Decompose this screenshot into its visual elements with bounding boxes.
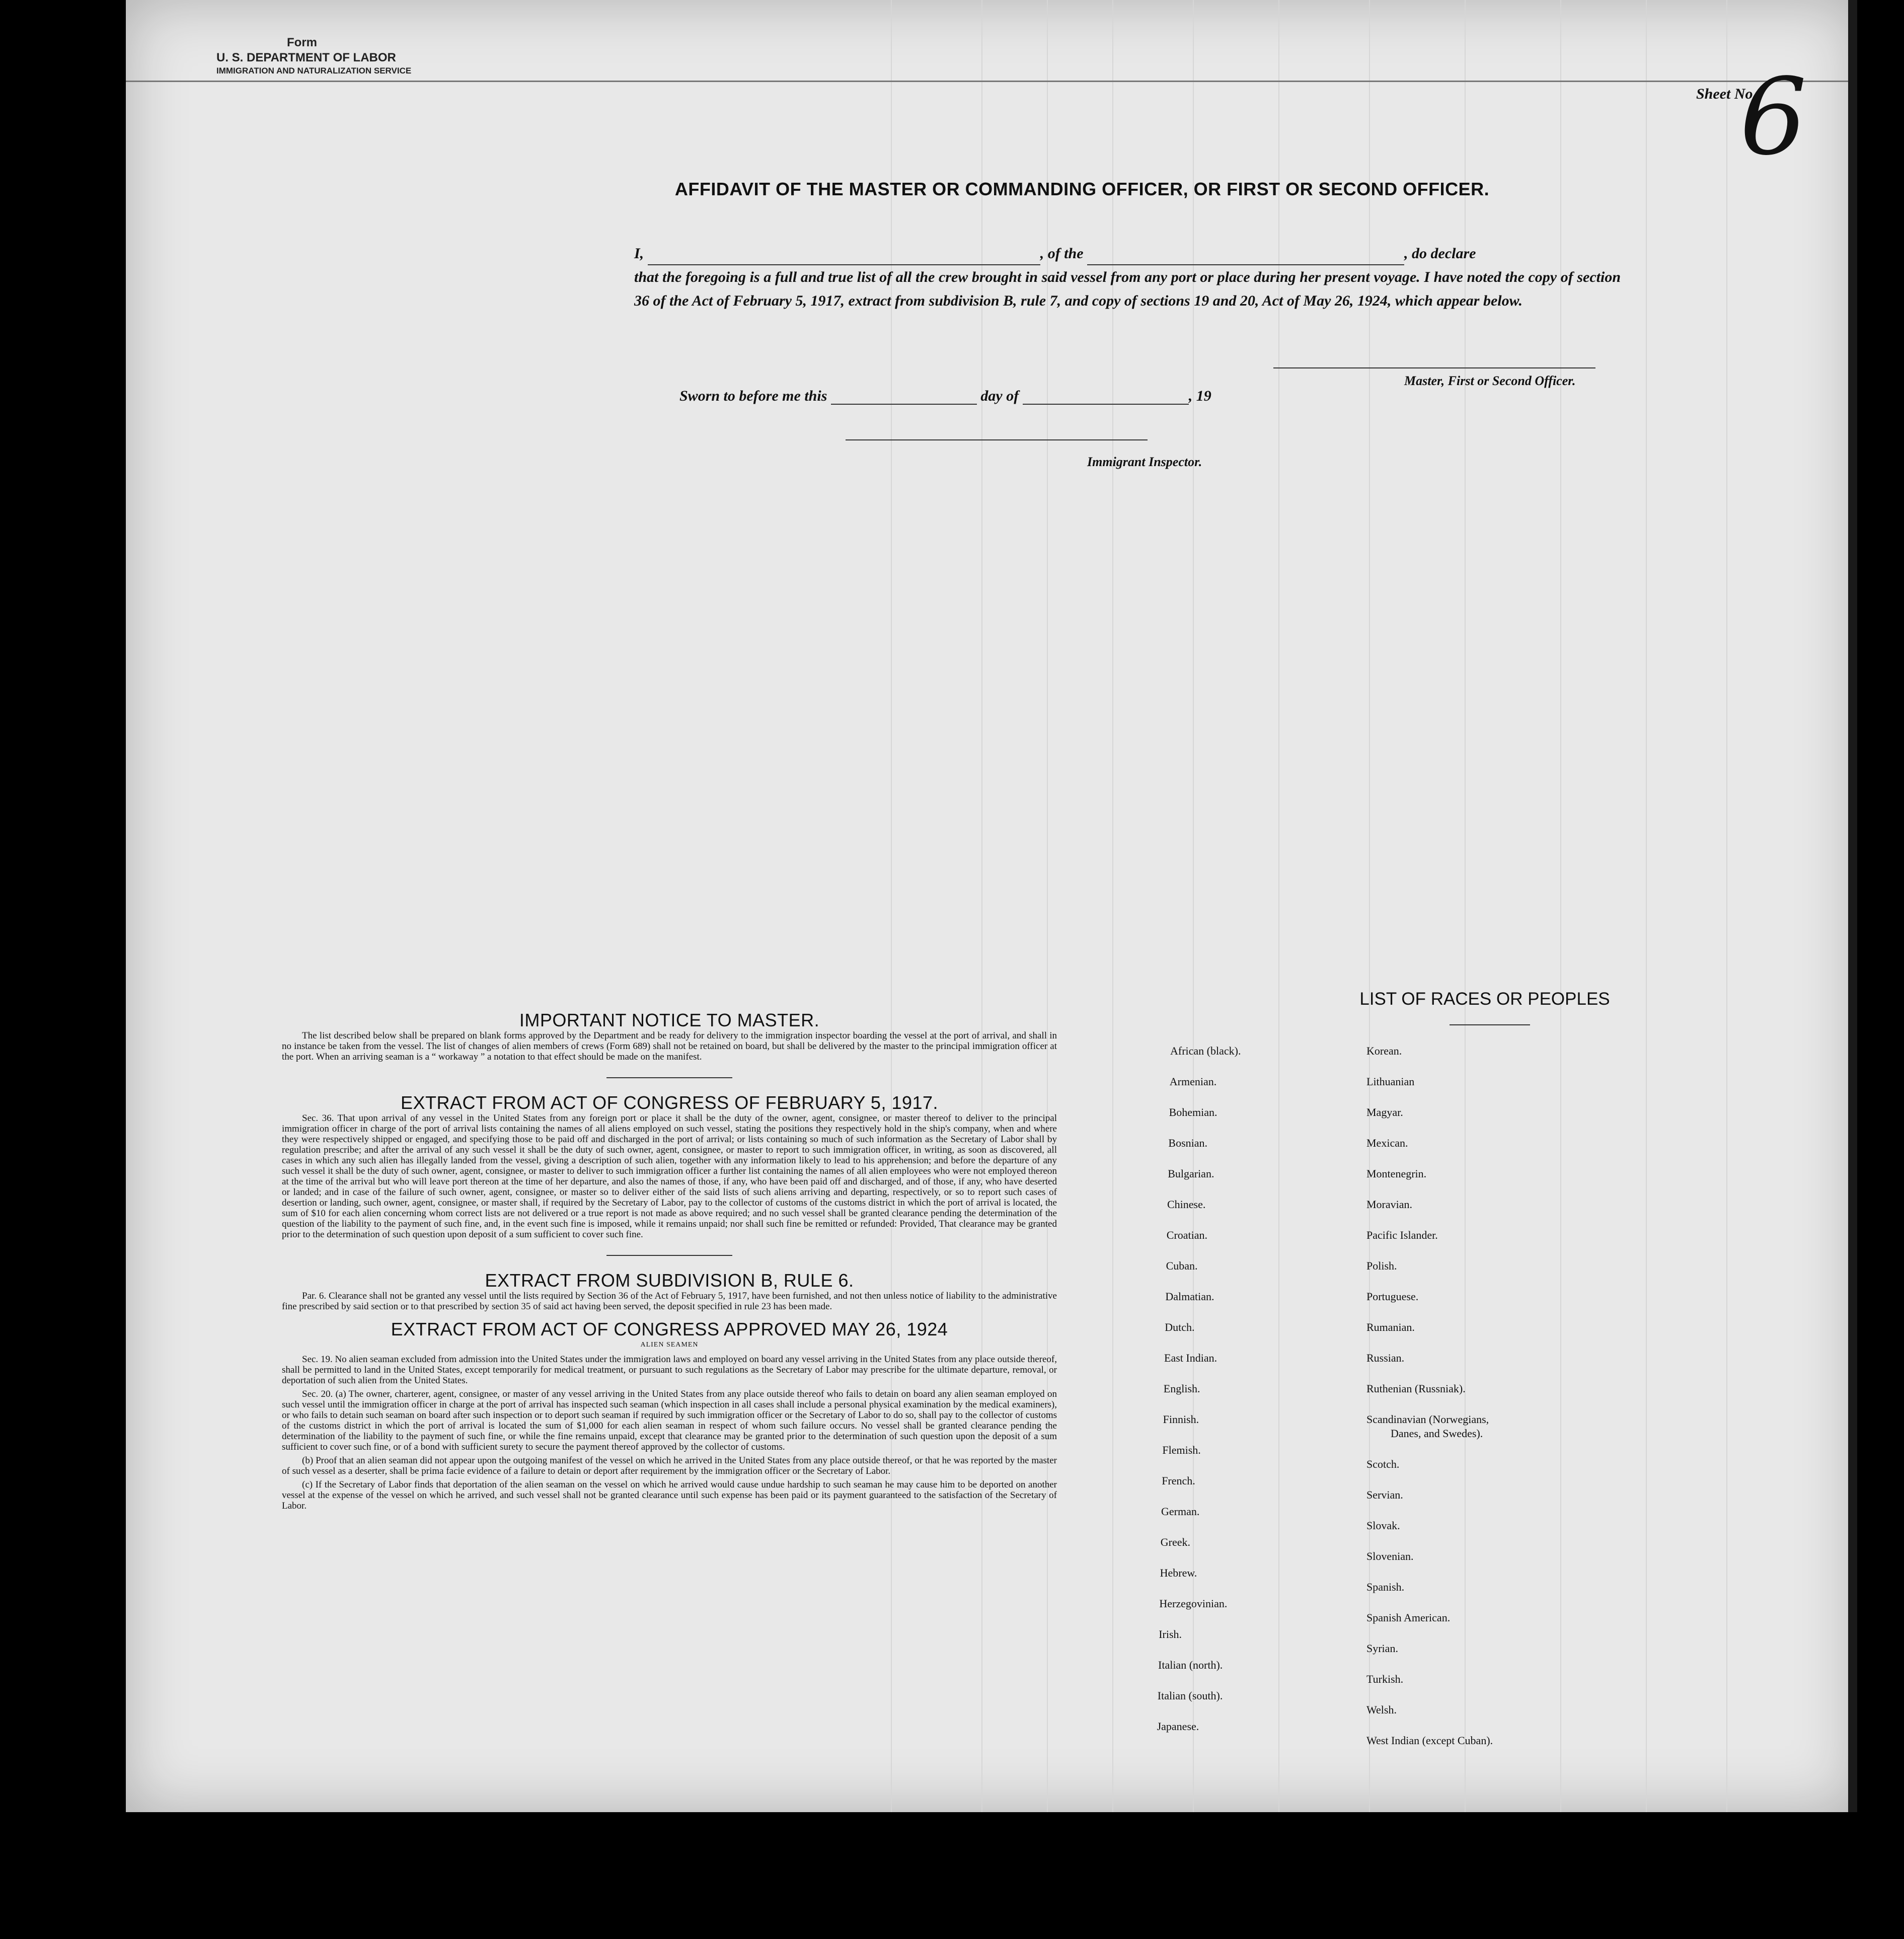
race-item: Spanish. [1366,1581,1405,1593]
race-item: Cuban. [1166,1259,1198,1272]
signature-label: Master, First or Second Officer. [1404,374,1576,388]
race-item: Slovak. [1366,1519,1400,1532]
extract3-subtitle: ALIEN SEAMEN [640,1341,699,1349]
race-item: Magyar. [1366,1106,1403,1118]
race-item: Spanish American. [1366,1611,1451,1624]
race-item: East Indian. [1164,1352,1217,1364]
race-item: Flemish. [1162,1444,1201,1456]
department-name: U. S. DEPARTMENT OF LABOR [216,51,396,64]
page-edge-shadow [1848,0,1857,1812]
race-item: Finnish. [1163,1413,1199,1426]
race-item: West Indian (except Cuban). [1366,1734,1493,1747]
race-item: Montenegrin. [1366,1167,1427,1180]
race-item: Slovenian. [1366,1550,1414,1562]
form-label: Form [287,36,317,49]
notice-title: IMPORTANT NOTICE TO MASTER. [519,1010,820,1030]
races-title: LIST OF RACES OR PEOPLES [1359,989,1610,1009]
extract3-title: EXTRACT FROM ACT OF CONGRESS APPROVED MAY 26, 1924 [391,1319,948,1339]
document-page [126,0,1857,1812]
race-item: Italian (north). [1158,1659,1223,1671]
day-blank[interactable] [831,389,977,405]
race-item: Armenian. [1169,1075,1217,1088]
extract1-title: EXTRACT FROM ACT OF CONGRESS OF FEBRUARY 5, 1917. [400,1092,939,1113]
race-item: German. [1161,1505,1200,1518]
inspector-label: Immigrant Inspector. [1087,455,1202,469]
race-item: Pacific Islander. [1366,1229,1438,1241]
year-prefix: , 19 [1188,388,1211,404]
name-blank[interactable] [648,249,1040,265]
race-item: Servian. [1366,1488,1403,1501]
affidavit-statement: that the foregoing is a full and true list of all the crew brought in said vessel from any port or place during her present voyage. I have noted the copy of section 36 of the Act of February 5, 1917, extract from subdivision B, rule 7, and copy of sections 19 and 20, Act of May 26, 1924, which appear below. [634,269,1621,309]
signature-line[interactable] [1273,367,1595,368]
day-of-label: day of [980,388,1019,404]
section-divider [606,1077,732,1078]
race-item: Bosnian. [1168,1137,1208,1149]
race-item: Moravian. [1366,1198,1413,1211]
of-the-label: , of the [1040,245,1084,262]
race-item: Korean. [1366,1045,1402,1057]
race-item: Polish. [1366,1259,1397,1272]
service-name: IMMIGRATION AND NATURALIZATION SERVICE [216,66,412,76]
race-item: Welsh. [1366,1703,1397,1716]
notice-body: The list described below shall be prepared on blank forms approved by the Department and be ready for delivery to the immigration inspector boarding the vessel at the port of arrival, and shall in no instance be taken from the vessel. The list of changes of alien members of crews (Form 689) shall not be retained on board, but shall be delivered by the master to the principal immigration officer at the port. When an arriving seaman is a “ workaway ” a notation to that effect should be made on the manifest. [282,1030,1057,1062]
race-item: Turkish. [1366,1673,1404,1685]
race-item: Greek. [1160,1536,1191,1548]
extract2-title: EXTRACT FROM SUBDIVISION B, RULE 6. [485,1270,854,1291]
sec20a-body: Sec. 20. (a) The owner, charterer, agent, consignee, or master of any vessel arriving in the United States from any place outside thereof who fails to detain on board any alien seaman employed on such vessel until the immigration officer in charge at the port of arrival has inspected such seaman (which inspection in all cases shall include a personal physical examination by the medical examiners), or who fails to detain such seaman on board after such inspection or to deport such seaman if required by such immigration officer or the Secretary of Labor to do so, shall pay to the collector of customs of the customs district in which the port of arrival is located the sum of $1,000 for each alien seaman in respect of whom such failure occurs. No vessel shall be granted clearance pending the determination of the liability to the payment of such fine, or while the fine remains unpaid, except that clearance may be granted prior to the determination of such question upon the deposit of a sum sufficient to cover such fine, or of a bond with sufficient surety to secure the payment thereof approved by the collector of customs. [282,1389,1057,1452]
race-item: Chinese. [1167,1198,1206,1211]
sheet-number-value: 6 [1739,55,1807,179]
race-item: Japanese. [1157,1720,1199,1733]
sworn-prefix: Sworn to before me this [679,388,827,404]
race-item: Herzegovinian. [1159,1597,1228,1610]
race-item: Russian. [1366,1352,1405,1364]
sheet-number-label: Sheet No. [1696,86,1757,102]
race-item: French. [1162,1474,1195,1487]
sec20b-body: (b) Proof that an alien seaman did not appear upon the outgoing manifest of the vessel on which he arrived in the United States from any place outside thereof, or that he was reported by the master of such vessel as a deserter, shall be prima facie evidence of a failure to detain or deport after requirement by the immigration officer or the Secretary of Labor. [282,1455,1057,1476]
race-item: Irish. [1159,1628,1182,1640]
race-item: Rumanian. [1366,1321,1415,1333]
races-title-rule [1450,1024,1530,1025]
race-item: Croatian. [1166,1229,1208,1241]
race-item: Bulgarian. [1168,1167,1214,1180]
form-header [216,35,411,76]
race-item: African (black). [1170,1045,1241,1057]
race-item: Dalmatian. [1165,1290,1214,1303]
sworn-line [679,388,1211,405]
inspector-signature-line[interactable] [846,439,1148,440]
month-blank[interactable] [1023,389,1189,405]
vessel-blank[interactable] [1087,249,1404,265]
race-item: Scotch. [1366,1458,1400,1470]
section-divider [606,1255,732,1256]
extract1-body: Sec. 36. That upon arrival of any vessel in the United States from any foreign port or place it shall be the duty of the owner, agent, consignee, or master thereof to deliver to the principal immigration officer in charge of the port of arrival lists containing the names of all aliens employed on such vessel, stating the positions they respectively hold in the ship's company, when and where they were respectively shipped or engaged, and specifying those to be paid off and discharged in the port of arrival; or lists containing so much of such information as the Secretary of Labor shall by regulation prescribe; and after the arrival of any such vessel it shall be the duty of such owner, agent, consignee, or master to report to such immigration officer, in writing, as soon as discovered, all cases in which any such alien has illegally landed from the vessel, giving a description of such alien, together with any information likely to lead to his apprehension; and before the departure of any such vessel it shall be the duty of such owner, agent, consignee, or master to deliver to such immigration officer a further list containing the names of all alien employees who were not employed thereon at the time of the arrival but who will leave port thereon at the time of her departure, and also the names of those, if any, who have been paid off and discharged, and of those, if any, who have deserted or landed; and in case of the failure of such owner, agent, consignee, or master so to deliver either of the said lists of such aliens arriving and departing, respectively, or so to report such cases of desertion or landing, such owner, agent, consignee, or master shall, if required by the Secretary of Labor, pay to the collector of customs of the customs district in which the port of arrival is located, the sum of $10 for each alien concerning whom correct lists are not delivered or a true report is not made as above required; and no such vessel shall be granted clearance pending the determination of the question of the liability to the payment of such fine, and, in the event such fine is imposed, while it remains unpaid; nor shall such fine be remitted or refunded: Provided, That clearance may be granted prior to the determination of such question upon deposit of a sum sufficient to cover such fine. [282,1113,1057,1240]
affidavit-title: AFFIDAVIT OF THE MASTER OR COMMANDING OFFICER, OR FIRST OR SECOND OFFICER. [674,179,1490,199]
top-rule [126,81,1857,82]
notice-column [282,1012,1057,1514]
affidavit-first-line [634,242,1621,265]
race-item: Dutch. [1165,1321,1195,1333]
race-item: Portuguese. [1366,1290,1419,1303]
race-item: Hebrew. [1160,1567,1197,1579]
race-item: Danes, and Swedes). [1391,1427,1483,1440]
race-item: Scandinavian (Norwegians, [1366,1413,1489,1426]
i-label: I, [634,245,644,262]
do-declare-label: , do declare [1404,245,1476,262]
race-item: Syrian. [1366,1642,1398,1655]
race-item: Lithuanian [1366,1075,1415,1088]
sec19-body: Sec. 19. No alien seaman excluded from admission into the United States under the immigration laws and employed on board any vessel arriving in the United States from any place outside thereof, shall be permitted to land in the United States, except temporarily for medical treatment, or pursuant to such regulations as the Secretary of Labor may prescribe for the ultimate departure, removal, or deportation of such alien from the United States. [282,1354,1057,1386]
race-item: English. [1163,1382,1200,1395]
race-item: Mexican. [1366,1137,1408,1149]
affidavit-body [634,242,1621,313]
race-item: Ruthenian (Russniak). [1366,1382,1466,1395]
race-item: Italian (south). [1157,1689,1223,1702]
extract2-body: Par. 6. Clearance shall not be granted any vessel until the lists required by Section 36 of the Act of February 5, 1917, have been furnished, and not then unless notice of liability to the administrative fine prescribed by said section or to that prescribed by section 35 of said act having been served, the deposit specified in rule 23 has been made. [282,1291,1057,1312]
race-item: Bohemian. [1169,1106,1217,1118]
sec20c-body: (c) If the Secretary of Labor finds that deportation of the alien seaman on the vessel on which he arrived would cause undue hardship to such seaman he may cause him to be deported on another vessel at the expense of the vessel on which he arrived, and such vessel shall not be granted clearance until such expense has been paid or its payment guaranteed to the satisfaction of the Secretary of Labor. [282,1479,1057,1511]
